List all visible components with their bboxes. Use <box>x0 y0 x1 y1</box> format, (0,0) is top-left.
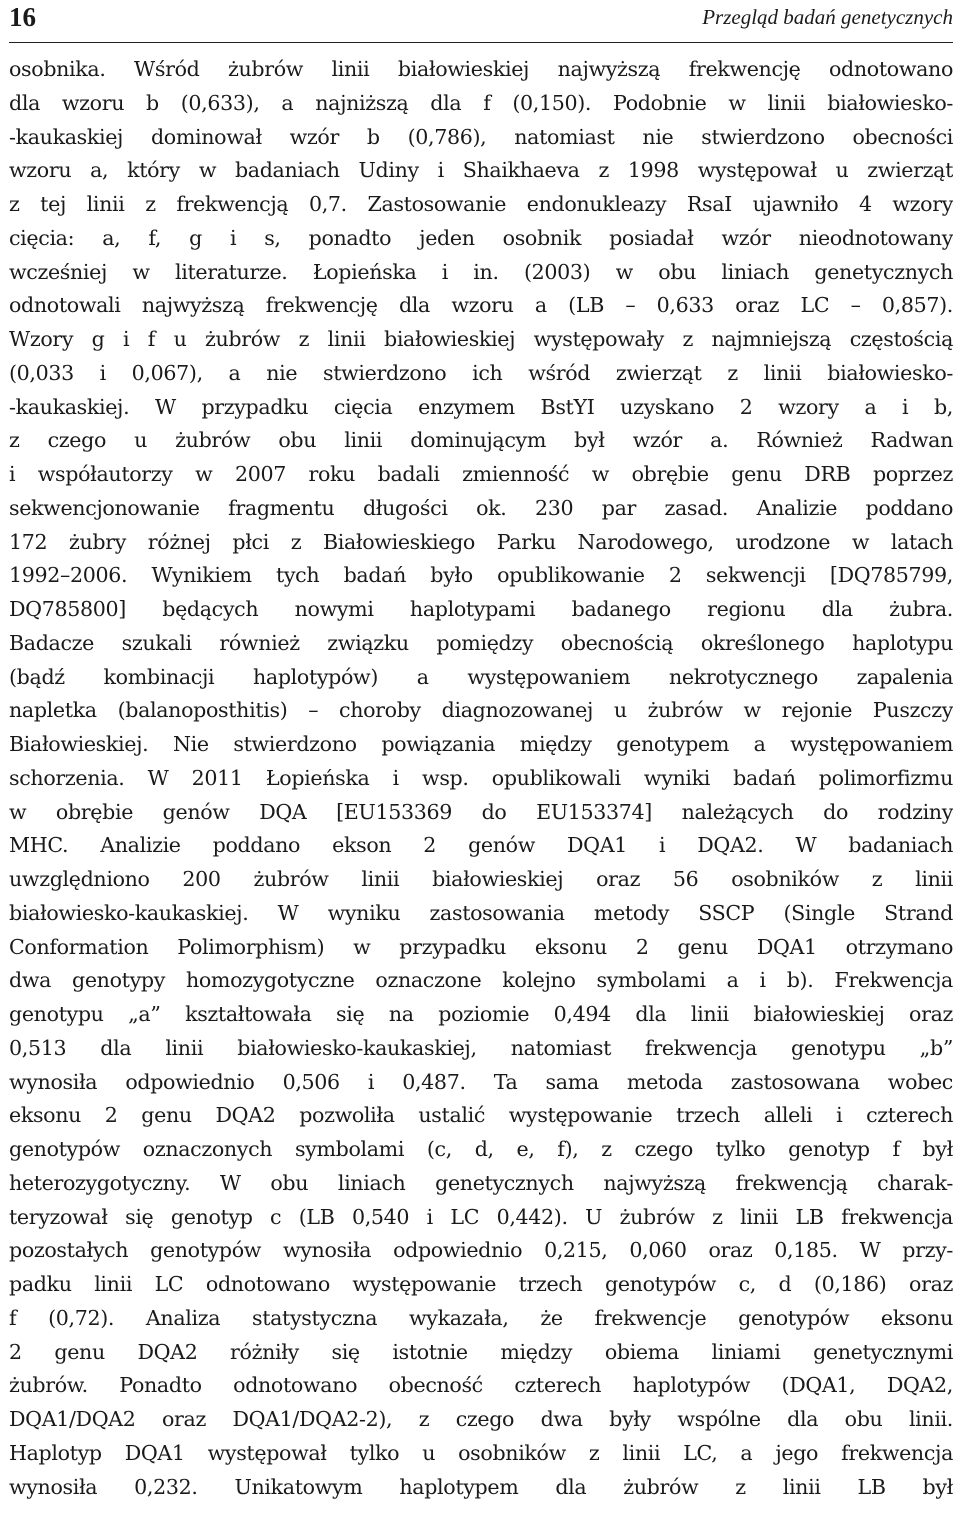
text-line: w obrębie genów DQA [EU153369 do EU153374] należących do rodziny <box>9 799 953 824</box>
text-line: DQA1/DQA2 oraz DQA1/DQA2-2), z czego dwa były wspólne dla obu linii. <box>9 1407 953 1431</box>
text-line: -kaukaskiej dominował wzór b (0,786), natomiast nie stwierdzono obecności <box>9 124 953 149</box>
running-title: Przegląd badań genetycznych <box>702 5 953 29</box>
text-line: Conformation Polimorphism) w przypadku eksonu 2 genu DQA1 otrzymano <box>9 934 953 959</box>
text-line: Białowieskiej. Nie stwierdzono powiązania między genotypem a występowaniem <box>9 732 953 756</box>
text-line: cięcia: a, f, g i s, ponadto jeden osobnik posiadał wzór nieodnotowany <box>9 225 953 250</box>
text-line: dwa genotypy homozygotyczne oznaczone kolejno symbolami a i b). Frekwencja <box>9 968 953 993</box>
text-line: 2 genu DQA2 różniły się istotnie między obiema liniami genetycznymi <box>9 1339 953 1364</box>
text-line: wcześniej w literaturze. Łopieńska i in. (2003) w obu liniach genetycznych <box>9 259 953 284</box>
text-line: DQ785800] będących nowymi haplotypami badanego regionu dla żubra. <box>9 597 953 621</box>
text-line: Wzory g i f u żubrów z linii białowieskiej występowały z najmniejszą częstością <box>9 327 953 351</box>
text-line: eksonu 2 genu DQA2 pozwoliła ustalić występowanie trzech alleli i czterech <box>9 1103 953 1128</box>
text-line: białowiesko-kaukaskiej. W wyniku zastosowania metody SSCP (Single Strand <box>9 900 953 925</box>
text-line: (0,033 i 0,067), a nie stwierdzono ich wśród zwierząt z linii białowiesko- <box>9 360 953 385</box>
text-line: wzoru a, który w badaniach Udiny i Shaikhaeva z 1998 występował u zwierząt <box>9 158 953 183</box>
text-line: napletka (balanoposthitis) – choroby diagnozowanej u żubrów w rejonie Puszczy <box>9 698 953 723</box>
body-paragraph <box>9 53 953 1504</box>
document-page <box>9 0 953 1499</box>
text-line: padku linii LC odnotowano występowanie trzech genotypów c, d (0,186) oraz <box>9 1272 953 1296</box>
text-line: wynosiła odpowiednio 0,506 i 0,487. Ta sama metoda zastosowana wobec <box>9 1069 953 1094</box>
text-line: osobnika. Wśród żubrów linii białowieskiej najwyższą frekwencję odnotowano <box>9 57 953 81</box>
text-line: Badacze szukali również związku pomiędzy obecnością określonego haplotypu <box>9 630 953 655</box>
text-line: sekwencjonowanie fragmentu długości ok. 230 par zasad. Analizie poddano <box>9 495 953 520</box>
text-line: genotypu „a” kształtowała się na poziomie 0,494 dla linii białowieskiej oraz <box>9 1002 953 1026</box>
text-line: Haplotyp DQA1 występował tylko u osobników z linii LC, a jego frekwencja <box>9 1440 953 1465</box>
page-number: 16 <box>9 2 36 32</box>
text-line: 1992–2006. Wynikiem tych badań było opublikowanie 2 sekwencji [DQ785799, <box>9 563 953 588</box>
text-line: genotypów oznaczonych symbolami (c, d, e, f), z czego tylko genotyp f był <box>9 1137 953 1161</box>
text-line: 172 żubry różnej płci z Białowieskiego Parku Narodowego, urodzone w latach <box>9 529 953 554</box>
text-line: f (0,72). Analiza statystyczna wykazała, że frekwencje genotypów eksonu <box>9 1305 953 1330</box>
text-line: teryzował się genotyp c (LB 0,540 i LC 0,442). U żubrów z linii LB frekwencja <box>9 1204 953 1229</box>
text-line: odnotowali najwyższą frekwencję dla wzoru a (LB – 0,633 oraz LC – 0,857). <box>9 293 953 318</box>
text-line: heterozygotyczny. W obu liniach genetycznych najwyższą frekwencją charak- <box>9 1170 953 1195</box>
text-line: z tej linii z frekwencją 0,7. Zastosowanie endonukleazy RsaI ujawniło 4 wzory <box>9 192 953 216</box>
text-line: 0,513 dla linii białowiesko-kaukaskiej, natomiast frekwencja genotypu „b” <box>9 1035 953 1060</box>
text-line: MHC. Analizie poddano ekson 2 genów DQA1 i DQA2. W badaniach <box>9 833 953 858</box>
text-line: z czego u żubrów obu linii dominującym był wzór a. Również Radwan <box>9 428 953 453</box>
page-header <box>9 0 953 43</box>
text-line: i współautorzy w 2007 roku badali zmienność w obrębie genu DRB poprzez <box>9 462 953 486</box>
text-line: uwzględniono 200 żubrów linii białowieskiej oraz 56 osobników z linii <box>9 867 953 891</box>
text-line: pozostałych genotypów wynosiła odpowiednio 0,215, 0,060 oraz 0,185. W przy- <box>9 1238 953 1263</box>
text-line: wynosiła 0,232. Unikatowym haplotypem dla żubrów z linii LB był <box>9 1474 953 1499</box>
text-line: dla wzoru b (0,633), a najniższą dla f (0,150). Podobnie w linii białowiesko- <box>9 90 953 115</box>
text-line: -kaukaskiej. W przypadku cięcia enzymem BstYI uzyskano 2 wzory a i b, <box>9 394 953 419</box>
text-line: schorzenia. W 2011 Łopieńska i wsp. opublikowali wyniki badań polimorfizmu <box>9 765 953 790</box>
text-line: (bądź kombinacji haplotypów) a występowaniem nekrotycznego zapalenia <box>9 664 953 689</box>
text-line: żubrów. Ponadto odnotowano obecność czterech haplotypów (DQA1, DQA2, <box>9 1373 953 1398</box>
